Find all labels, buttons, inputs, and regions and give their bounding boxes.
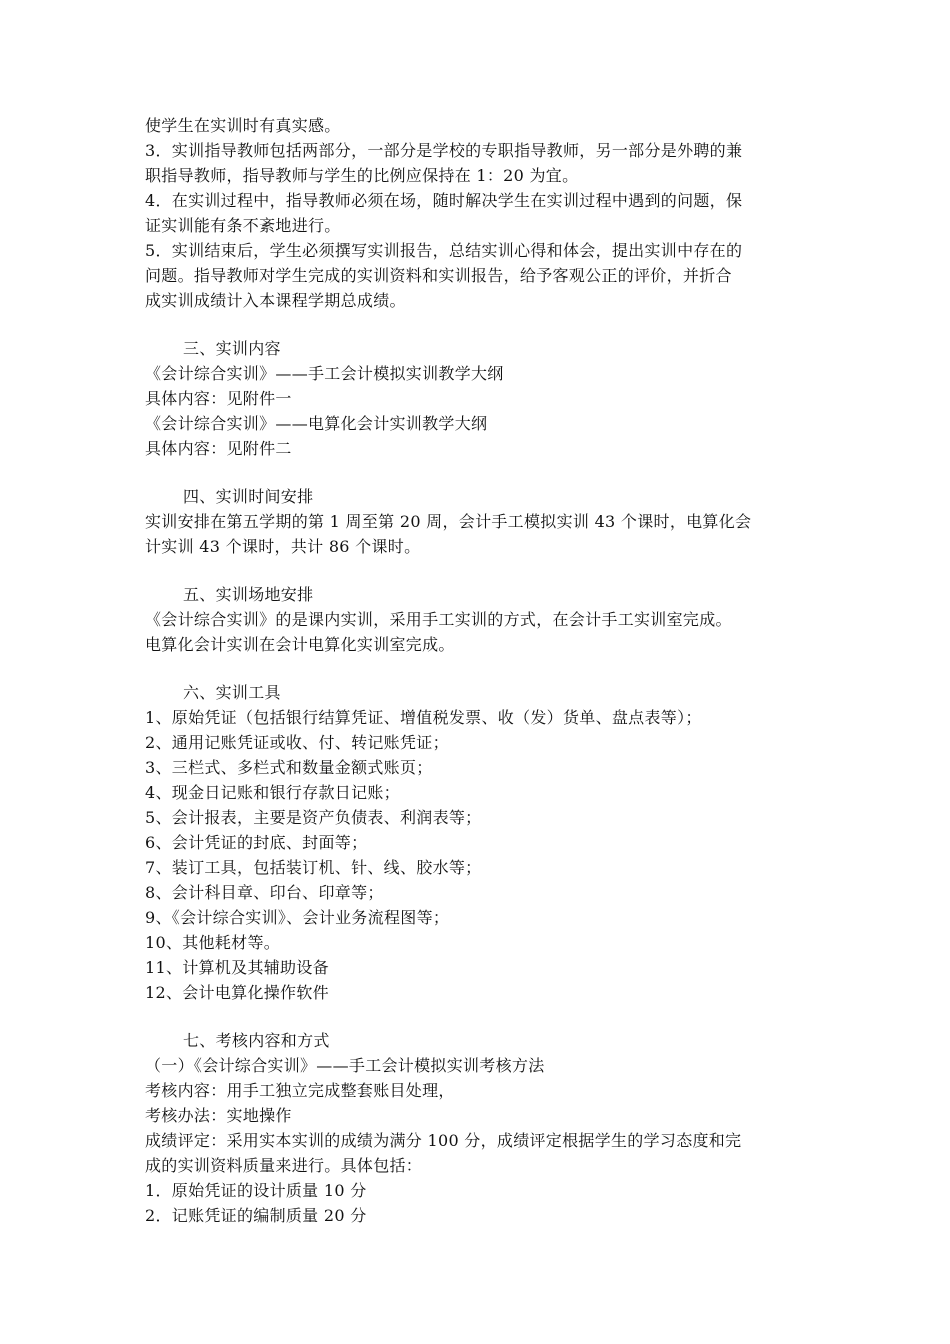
list-item: 6、会计凭证的封底、封面等； — [145, 833, 368, 852]
paragraph-line: 4．在实训过程中，指导教师必须在场，随时解决学生在实训过程中遇到的问题，保 — [145, 191, 743, 210]
paragraph-line: 职指导教师，指导教师与学生的比例应保持在 1：20 为宜。 — [145, 166, 579, 185]
section-line: （一）《会计综合实训》——手工会计模拟实训考核方法 — [145, 1056, 545, 1075]
paragraph-line: 3．实训指导教师包括两部分，一部分是学校的专职指导教师，另一部分是外聘的兼 — [145, 141, 743, 160]
paragraph-line: 成实训成绩计入本课程学期总成绩。 — [145, 291, 406, 310]
section-line: 具体内容：见附件二 — [145, 439, 292, 458]
section-line: 1．原始凭证的设计质量 10 分 — [145, 1181, 367, 1200]
list-item: 7、装订工具，包括装订机、针、线、胶水等； — [145, 858, 482, 877]
list-item: 5、会计报表，主要是资产负债表、利润表等； — [145, 808, 482, 827]
list-item: 9、《会计综合实训》、会计业务流程图等； — [145, 908, 450, 927]
list-item: 2、通用记账凭证或收、付、转记账凭证； — [145, 733, 449, 752]
list-item: 1、原始凭证（包括银行结算凭证、增值税发票、收（发）货单、盘点表等）； — [145, 708, 702, 727]
section-line: 考核内容：用手工独立完成整套账目处理， — [145, 1081, 455, 1100]
section-gap — [145, 461, 813, 484]
section-line: 计实训 43 个课时，共计 86 个课时。 — [145, 537, 421, 556]
list-item: 11、计算机及其辅助设备 — [145, 958, 329, 977]
section-gap — [145, 313, 813, 336]
section-line: 考核办法：实地操作 — [145, 1106, 292, 1125]
section-heading: 三、实训内容 — [183, 339, 281, 358]
section-line: 成的实训资料质量来进行。具体包括： — [145, 1156, 423, 1175]
section-line: 电算化会计实训在会计电算化实训室完成。 — [145, 635, 455, 654]
list-item: 3、三栏式、多栏式和数量金额式账页； — [145, 758, 433, 777]
section-gap — [145, 559, 813, 582]
paragraph-line: 使学生在实训时有真实感。 — [145, 116, 341, 135]
section-line: 实训安排在第五学期的第 1 周至第 20 周，会计手工模拟实训 43 个课时，电算化会 — [145, 512, 752, 531]
section-heading: 五、实训场地安排 — [183, 585, 314, 604]
list-item: 12、会计电算化操作软件 — [145, 983, 329, 1002]
section-line: 成绩评定：采用实本实训的成绩为满分 100 分，成绩评定根据学生的学习态度和完 — [145, 1131, 742, 1150]
section-line: 具体内容：见附件一 — [145, 389, 292, 408]
paragraph-line: 5．实训结束后，学生必须撰写实训报告，总结实训心得和体会，提出实训中存在的 — [145, 241, 743, 260]
list-item: 8、会计科目章、印台、印章等； — [145, 883, 384, 902]
section-heading: 七、考核内容和方式 — [183, 1031, 330, 1050]
paragraph-line: 问题。指导教师对学生完成的实训资料和实训报告，给予客观公正的评价，并折合 — [145, 266, 732, 285]
section-heading: 六、实训工具 — [183, 683, 281, 702]
section-line: 《会计综合实训》的是课内实训，采用手工实训的方式，在会计手工实训室完成。 — [145, 610, 732, 629]
paragraph-line: 证实训能有条不紊地进行。 — [145, 216, 341, 235]
list-item: 10、其他耗材等。 — [145, 933, 281, 952]
section-heading: 四、实训时间安排 — [183, 487, 314, 506]
section-gap — [145, 1005, 813, 1028]
section-line: 2．记账凭证的编制质量 20 分 — [145, 1206, 367, 1225]
list-item: 4、现金日记账和银行存款日记账； — [145, 783, 400, 802]
document-body — [145, 113, 813, 1228]
section-line: 《会计综合实训》——手工会计模拟实训教学大纲 — [145, 364, 504, 383]
section-line: 《会计综合实训》——电算化会计实训教学大纲 — [145, 414, 488, 433]
section-gap — [145, 657, 813, 680]
